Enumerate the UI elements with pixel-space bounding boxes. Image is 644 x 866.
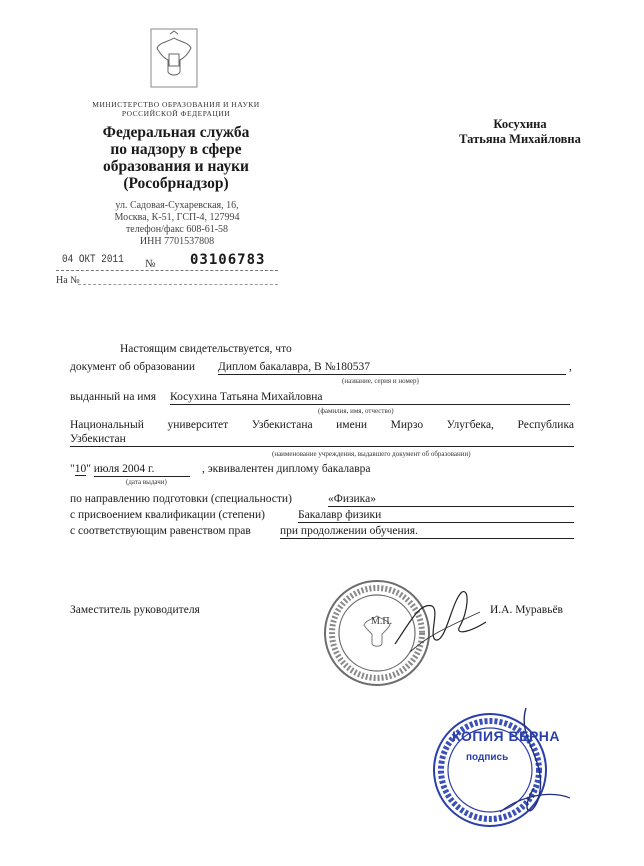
comma: ,: [569, 361, 572, 373]
doc-value: Диплом бакалавра, В №180537: [218, 360, 566, 375]
intro-text: Настоящим свидетельствуется, что: [120, 343, 292, 355]
date-caption: (дата выдачи): [126, 478, 167, 486]
direction-value: «Физика»: [328, 492, 574, 507]
issued-value: Косухина Татьяна Михайловна: [170, 390, 570, 405]
date-stamp: 04 ОКТ 2011: [62, 254, 124, 266]
rights-label: с соответствующим равенством прав: [70, 525, 251, 537]
issue-date-month-year: июля 2004 г.: [94, 462, 190, 477]
issue-date: "10" июля 2004 г.: [70, 462, 190, 477]
agency-address: ул. Садовая-Сухаревская, 16, Москва, К-51, ГСП-4, 127994 телефон/факс 608-61-58 ИНН 7701537808: [114, 200, 240, 247]
institution-line-1: Национальный университет Узбекистана имени Мирзо Улугбека, Республика: [70, 419, 574, 431]
copy-stamp-subtitle: подпись: [466, 752, 509, 763]
issue-date-day: 10: [74, 463, 87, 475]
direction-label: по направлению подготовки (специальности): [70, 493, 292, 505]
issued-label: выданный на имя: [70, 391, 157, 403]
ministry-name: МИНИСТЕРСТВО ОБРАЗОВАНИЯ И НАУКИ РОССИЙСКОЙ ФЕДЕРАЦИИ: [92, 100, 260, 118]
recipient: [440, 117, 600, 147]
copy-certified-stamp: [430, 700, 580, 840]
outgoing-number: 03106783: [190, 252, 266, 268]
signatory-position: Заместитель руководителя: [70, 604, 200, 616]
agency-name: Федеральная служба по надзору в сфере образования и науки (Рособрнадзор): [102, 124, 250, 192]
coat-of-arms-icon: [150, 28, 198, 88]
doc-label: документ об образовании: [70, 361, 196, 373]
number-label: №: [145, 258, 156, 270]
qualification-label: с присвоением квалификации (степени): [70, 509, 265, 521]
reply-to-line: [78, 284, 278, 285]
rights-value: при продолжении обучения.: [280, 524, 574, 539]
doc-caption: (название, серия и номер): [342, 377, 419, 385]
handwritten-signature: [390, 582, 490, 662]
equivalence-text: , эквивалентен диплому бакалавра: [202, 463, 371, 475]
seal-text: М.П.: [371, 616, 393, 627]
institution-caption: (наименование учреждения, выдавшего документ об образовании): [272, 450, 471, 458]
qualification-value: Бакалавр физики: [298, 508, 574, 523]
reply-to-label: На №: [56, 275, 80, 286]
recipient-surname: Косухина: [493, 117, 547, 131]
signatory-name: И.А. Муравьёв: [490, 604, 563, 616]
institution-line-2: Узбекистан: [70, 432, 574, 447]
copy-stamp-title: КОПИЯ ВЕРНА: [452, 728, 561, 744]
issued-caption: (фамилия, имя, отчество): [318, 407, 394, 415]
recipient-name: Татьяна Михайловна: [459, 132, 581, 146]
